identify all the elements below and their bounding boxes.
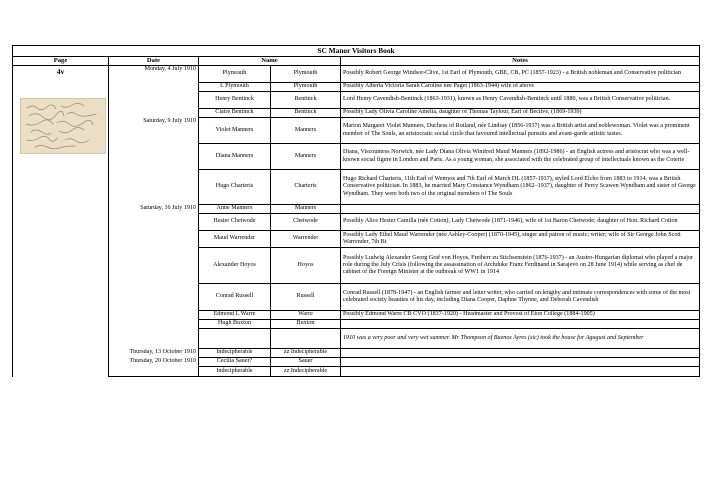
date-cell [109,329,199,349]
visitor-note: Hugo Richard Charteris, 11th Earl of Wemyss and 7th Earl of March DL (1857-1937), styled Lord Elcho from 1883 to 1914, was a British Conservative politician. In 1883, he married Mary Constance Wyndham (1862–1937), daughter of Percy Scawen Wyndham and sister of George Wyndham. They were both two of the original members of The Souls [341,170,700,205]
date-cell [109,214,199,231]
visitor-note: Possibly Robert George Windsor-Clive, 1st Earl of Plymouth, GBE, CB, PC (1857-1923) - a British nobleman and Conservative politician [341,66,700,83]
date-cell [109,231,199,248]
visitor-surname: Manners [271,144,341,170]
season-note: 1910 was a very poor and very wet summer. Mr Thompson of Buenos Ayres (sic) took the house for Agugust and September [341,329,700,349]
visitor-surname: Manners [271,205,341,214]
visitor-note: Possibly Lady Olivia Caroline Amelia, daughter of Thomas Taylour, Earl of Bective, (1869-1939) [341,109,700,118]
visitor-name: Maud Warrender [199,231,271,248]
visitor-note [341,205,700,214]
date-cell: Saturday, 9 July 1910 [109,118,199,144]
visitor-surname: Warrender [271,231,341,248]
date-cell: Saturday, 16 July 1910 [109,205,199,214]
page-thumbnail-image [20,98,106,154]
visitor-note: Possibly Lady Ethel Maud Warrender (née Ashley-Cooper) (1870-1945), singer and patron of music; writer; wife of Sir George John Scott Warrender, 7th Bt [341,231,700,248]
date-cell [109,144,199,170]
visitor-name: Indecipherable [199,349,271,358]
date-cell [109,92,199,109]
visitor-name: Claire Bentinck [199,109,271,118]
sheet-title: SC Manor Visitors Book [13,46,700,57]
visitor-name: Henry Bentinck [199,92,271,109]
date-cell [109,109,199,118]
visitor-surname: Russell [271,284,341,311]
visitor-surname: Chetwode [271,214,341,231]
visitor-name [199,329,271,349]
visitor-name: Hugo Charteris [199,170,271,205]
date-cell [109,311,199,320]
date-cell: Monday, 4 July 1910 [109,66,199,83]
visitor-note: Possibly Alice Hester Camilla (née Cotton), Lady Chetwode (1871-1946), wife of 1st Baron Chetwode; daughter of Hon. Richard Cotton [341,214,700,231]
visitor-surname: Manners [271,118,341,144]
visitor-surname: Charteris [271,170,341,205]
visitor-name: Indecipherable [199,367,271,377]
date-cell [109,284,199,311]
visitors-table [12,45,700,377]
page-number: 4v [56,67,65,76]
visitor-note: Possibly Ludwig Alexander Georg Graf von Hoyos, Freiherr zu Stichsenstein (1876-1937) - an Austro-Hungarian diplomat who played a major role during the July Crisis (following the assassination of Archduke Franz Ferdinand in Sarajevo on 28 June 1914) while serving as chef de cabinet of the Foreign Minister at the outbreak of WW1 in 1914 [341,248,700,284]
header-notes: Notes [341,57,700,66]
visitor-name: Cecilia Sauer? [199,358,271,367]
date-cell: Thursday, 20 October 1910 [109,358,199,367]
visitor-name: Alexander Hoyos [199,248,271,284]
visitor-name: Conrad Russell [199,284,271,311]
header-name: Name [199,57,341,66]
visitor-note [341,349,700,358]
visitor-name: Hester Chetwode [199,214,271,231]
date-cell [109,170,199,205]
visitor-surname: Bentinck [271,92,341,109]
visitors-sheet [12,45,699,377]
date-cell [109,320,199,329]
visitor-name: Hugh Buxton [199,320,271,329]
visitor-note [341,320,700,329]
visitor-surname: Buxton [271,320,341,329]
visitor-note: Possibly Alberta Victoria Sarah Caroline née Paget (1863-1944) wife of above [341,83,700,92]
visitor-surname: zz Indecipherable [271,349,341,358]
visitor-name: Plymouth [199,66,271,83]
date-cell: Thursday, 13 October 1910 [109,349,199,358]
visitor-note: Marion Margaret Violet Manners, Duchess of Rutland, née Lindsay (1856-1937) was a British artist and noblewoman. Violet was a prominent member of The Souls, an aristocratic social circle that favoured intellectual pursuits and avant-garde artistic tastes. [341,118,700,144]
visitor-name: L Plymouth [199,83,271,92]
header-page: Page [13,57,109,66]
visitor-note: Lord Henry Cavendish-Bentinck (1863-1931), known as Henry Cavendish-Bentinck until 1880, was a British Conservative politician. [341,92,700,109]
visitor-name: Anne Manners [199,205,271,214]
visitor-note [341,367,700,377]
visitor-note: Diana, Viscountess Norwich, née Lady Diana Olivia Winifred Maud Manners (1892-1986) - an English actress and aristocrat who was a well-known social figure in London and Paris. As a young woman, she associated with the celebrated group of intellectuals known as the Coterie [341,144,700,170]
visitor-surname: Plymouth [271,83,341,92]
visitor-surname: Sauer [271,358,341,367]
visitor-surname: Plymouth [271,66,341,83]
visitor-surname: Warre [271,311,341,320]
visitor-note: Conrad Russell (1878-1947) - an English farmer and letter writer, who carried on lengthy and intimate correspondences with some of the most celebrated society beauties of his day, including Diana Cooper, Daphne Thynne, and Deborah Cavendish [341,284,700,311]
date-cell [109,83,199,92]
visitor-name: Diana Manners [199,144,271,170]
visitor-surname: Hoyos [271,248,341,284]
visitor-note [341,358,700,367]
visitor-name: Violet Manners [199,118,271,144]
visitor-surname [271,329,341,349]
header-date: Date [109,57,199,66]
visitor-surname: zz Indecipherable [271,367,341,377]
signature-scrawl-icon [21,99,105,153]
visitor-name: Edmond L Warre [199,311,271,320]
date-cell [109,367,199,377]
visitor-surname: Bentinck [271,109,341,118]
date-cell [109,248,199,284]
visitor-note: Possibly Edmond Warre CB CVO (1837-1920) - Headmaster and Provost of Eton College (1884-1905) [341,311,700,320]
